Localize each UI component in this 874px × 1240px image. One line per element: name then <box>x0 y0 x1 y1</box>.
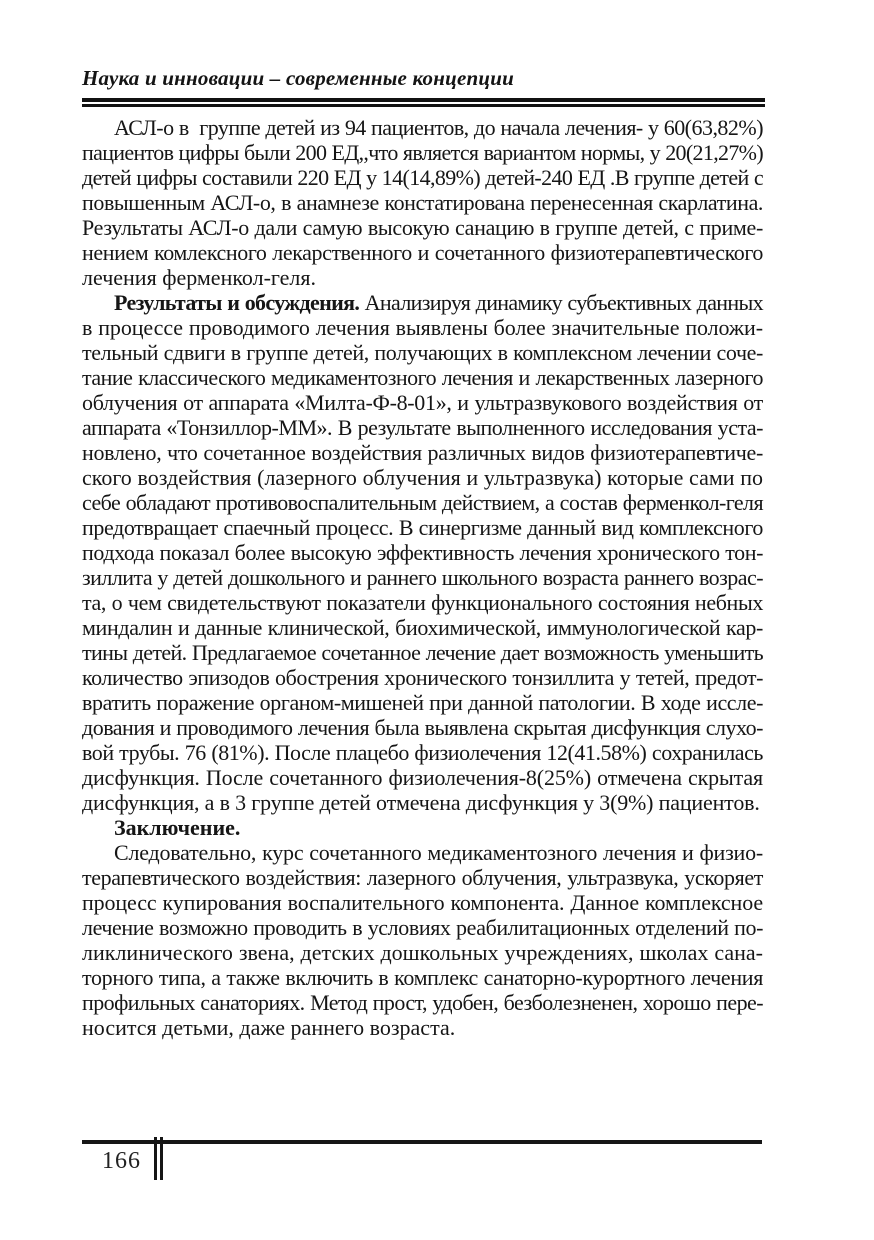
text-line: лечения ферменкол-геля. <box>82 265 317 290</box>
text-line: профильных санаториях. Метод прост, удобен, безболезненен, хорошо пере- <box>82 990 763 1015</box>
text-line: себе обладают противовоспалительным действием, а состав ферменкол-геля <box>82 490 763 515</box>
text-line: процесс купирования воспалительного компонента. Данное комплексное <box>82 890 763 915</box>
footer-rule <box>82 1140 762 1144</box>
text-line: Следовательно, курс сочетанного медикаментозного лечения и физио- <box>114 840 763 865</box>
text-line: вой трубы. 76 (81%). После плацебо физиолечения 12(41.58%) сохранилась <box>82 740 763 765</box>
text-line: вратить поражение органом-мишеней при данной патологии. В ходе иссле- <box>82 690 763 715</box>
text-line: дисфункция, а в 3 группе детей отмечена дисфункция у 3(9%) пациентов. <box>82 790 760 815</box>
text-line: Результаты АСЛ-о дали самую высокую санацию в группе детей, с приме- <box>82 215 763 240</box>
text-line: детей цифры составили 220 ЕД у 14(14,89%) детей-240 ЕД .В группе детей с <box>82 165 763 190</box>
text-line: тельный сдвиги в группе детей, получающих в комплексном лечении соче- <box>82 340 763 365</box>
page-number: 166 <box>102 1148 141 1174</box>
header-rule-thin-line <box>82 104 765 107</box>
footer-divider <box>154 1137 163 1180</box>
text-line: облучения от аппарата «Милта-Ф-8-01», и ультразвукового воздействия от <box>82 390 763 415</box>
text-line: носится детьми, даже раннего возраста. <box>82 1015 456 1040</box>
text-line: подхода показал более высокую эффективность лечения хронического тон- <box>82 540 763 565</box>
text-line: та, о чем свидетельствуют показатели функционального состояния небных <box>82 590 763 615</box>
text-line: тание классического медикаментозного лечения и лекарственных лазерного <box>82 365 763 390</box>
text-line: дования и проводимого лечения была выявлена скрытая дисфункция слухо- <box>82 715 763 740</box>
text-line: Результаты и обсуждения. Анализируя динамику субъективных данных <box>114 290 763 315</box>
text-line: зиллита у детей дошкольного и раннего школьного возраста раннего возрас- <box>82 565 763 590</box>
text-line: аппарата «Тонзиллор-ММ». В результате выполненного исследования уста- <box>82 415 763 440</box>
text-line: нением комлексного лекарственного и сочетанного физиотерапевтического <box>82 240 763 265</box>
text-line: ликлинического звена, детских дошкольных учреждениях, школах сана- <box>82 940 763 965</box>
text-line: пациентов цифры были 200 ЕД,,что является вариантом нормы, у 20(21,27%) <box>82 140 763 165</box>
header-double-rule <box>82 98 765 107</box>
running-head-title: Наука и инновации – современные концепции <box>82 66 515 90</box>
text-line: торного типа, а также включить в комплекс санаторно-курортного лечения <box>82 965 763 990</box>
text-line: количество эпизодов обострения хронического тонзиллита у тетей, предот- <box>82 665 763 690</box>
text-line: новлено, что сочетанное воздействия различных видов физиотерапевтиче- <box>82 440 763 465</box>
text-line: в процессе проводимого лечения выявлены более значительные положи- <box>82 315 763 340</box>
body-text <box>82 115 763 1040</box>
text-line: АСЛ-о в группе детей из 94 пациентов, до начала лечения- у 60(63,82%) <box>114 115 763 140</box>
text-line: Заключение. <box>114 815 241 840</box>
text-line: миндалин и данные клинической, биохимической, иммунологической кар- <box>82 615 763 640</box>
text-line: лечение возможно проводить в условиях реабилитационных отделений по- <box>82 915 763 940</box>
text-line: тины детей. Предлагаемое сочетанное лечение дает возможность уменьшить <box>82 640 763 665</box>
text-line: повышенным АСЛ-о, в анамнезе констатирована перенесенная скарлатина. <box>82 190 763 215</box>
text-line: дисфункция. После сочетанного физиолечения-8(25%) отмечена скрытая <box>82 765 763 790</box>
text-line: терапевтического воздействия: лазерного облучения, ультразвука, ускоряет <box>82 865 763 890</box>
text-line: ского воздействия (лазерного облучения и ультразвука) которые сами по <box>82 465 763 490</box>
text-line: предотвращает спаечный процесс. В синергизме данный вид комплексного <box>82 515 763 540</box>
